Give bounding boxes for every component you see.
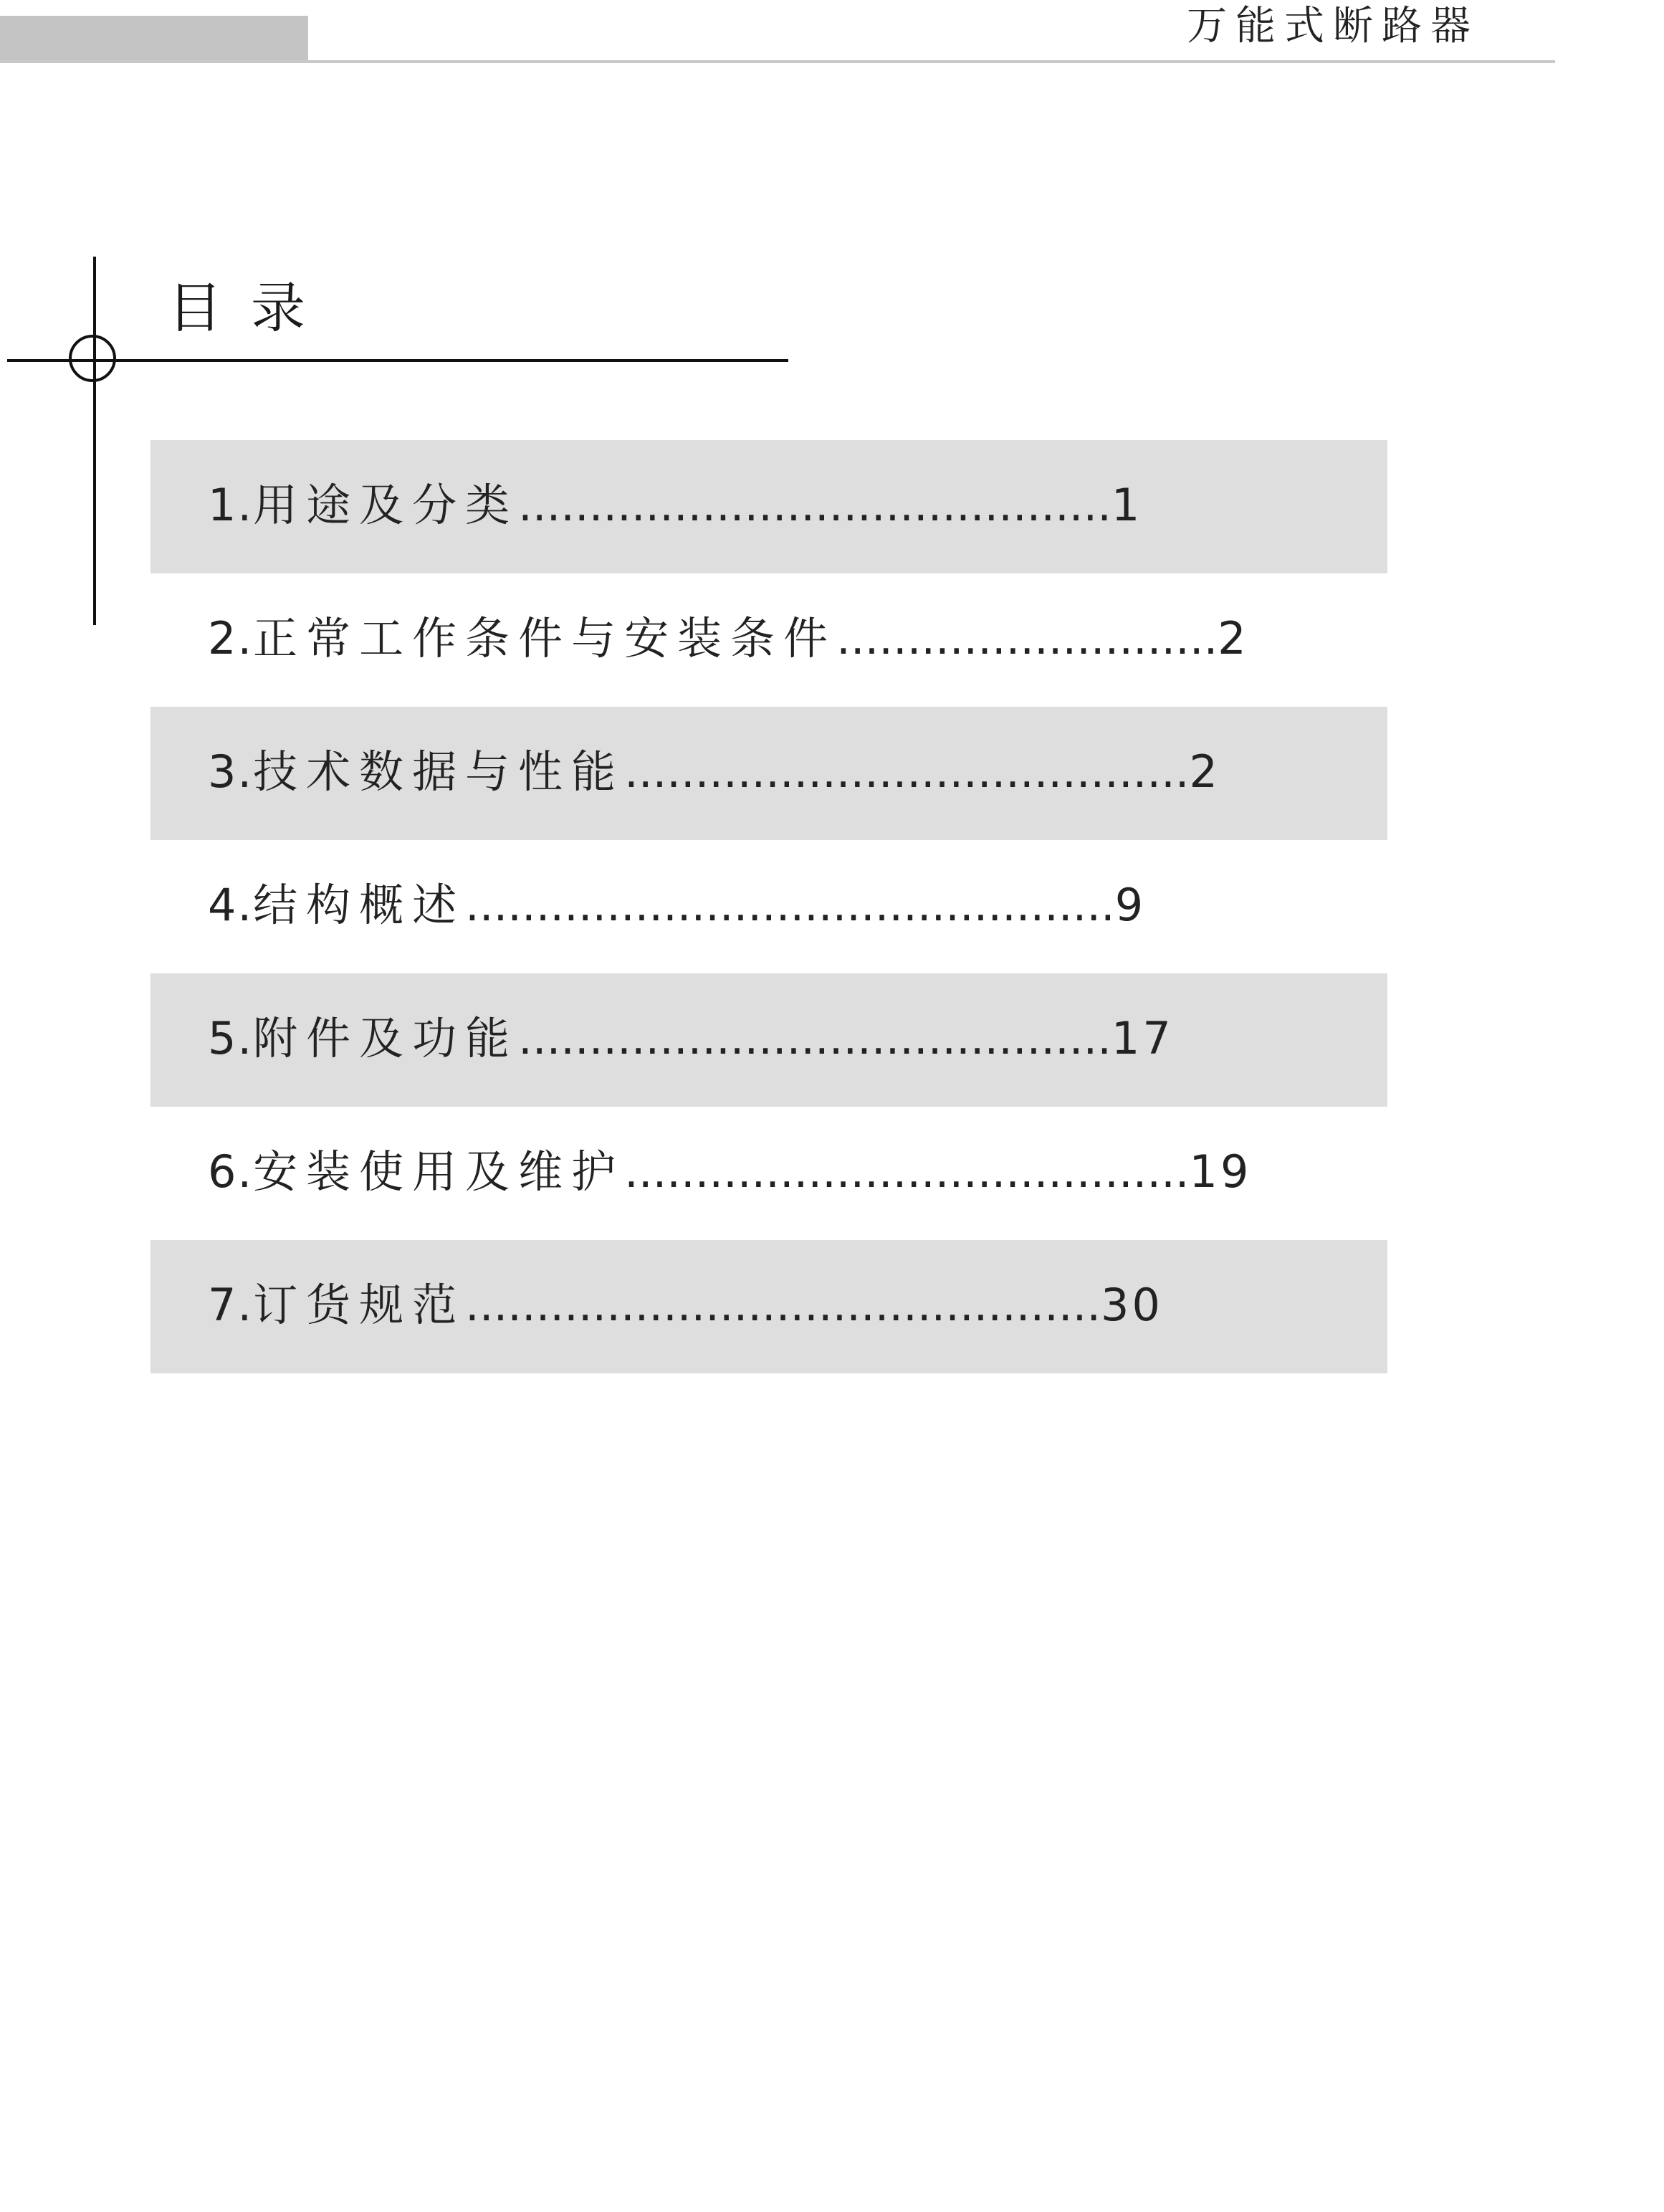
toc-item-number: 7.: [208, 1279, 254, 1331]
document-header-title: 万能式断路器: [1187, 3, 1479, 49]
toc-item-leader: ........................................: [624, 1145, 1190, 1198]
toc-item-4[interactable]: [150, 840, 1387, 973]
toc-item-title: 用途及分类: [253, 479, 519, 531]
toc-item-number: 6.: [208, 1145, 254, 1198]
toc-item-6[interactable]: [150, 1107, 1387, 1240]
toc-item-title: 订货规范: [253, 1279, 466, 1331]
toc-item-title: 技术数据与性能: [253, 745, 625, 798]
toc-item-page: 9: [1114, 879, 1147, 931]
toc-item-title: 结构概述: [253, 879, 466, 931]
crosshair-vertical-line: [93, 257, 96, 625]
toc-item-title: 正常工作条件与安装条件: [253, 612, 837, 664]
toc-item-5[interactable]: [150, 973, 1387, 1107]
toc-item-leader: ..............................................: [465, 879, 1115, 931]
toc-item-leader: ...........................: [836, 612, 1218, 664]
toc-item-page: 17: [1111, 1012, 1174, 1064]
toc-item-number: 2.: [208, 612, 254, 664]
toc-item-page: 2: [1218, 612, 1249, 664]
toc-item-leader: ..........................................: [518, 479, 1111, 531]
toc-item-title: 安装使用及维护: [253, 1145, 625, 1198]
toc-item-3[interactable]: [150, 707, 1387, 840]
toc-item-number: 3.: [208, 745, 254, 798]
toc-item-number: 4.: [208, 879, 254, 931]
toc-item-page: 2: [1189, 745, 1220, 798]
crosshair-horizontal-line: [7, 359, 788, 362]
toc-item-page: 30: [1101, 1279, 1163, 1331]
toc-item-leader: .............................................: [465, 1279, 1101, 1331]
toc-item-7[interactable]: [150, 1240, 1387, 1373]
toc-heading: 目录: [168, 276, 334, 340]
toc-item-page: 1: [1111, 479, 1143, 531]
toc-item-number: 1.: [208, 479, 254, 531]
toc-item-leader: ........................................: [624, 745, 1190, 798]
header-rule: [0, 60, 1555, 63]
toc-item-leader: ..........................................: [518, 1012, 1111, 1064]
toc-list: [150, 440, 1387, 1373]
toc-item-title: 附件及功能: [253, 1012, 519, 1064]
toc-item-page: 19: [1189, 1145, 1252, 1198]
crosshair-circle-icon: [69, 335, 116, 382]
toc-item-1[interactable]: [150, 440, 1387, 573]
toc-item-2[interactable]: [150, 573, 1387, 707]
header-gray-bar: [0, 16, 308, 60]
toc-item-number: 5.: [208, 1012, 254, 1064]
